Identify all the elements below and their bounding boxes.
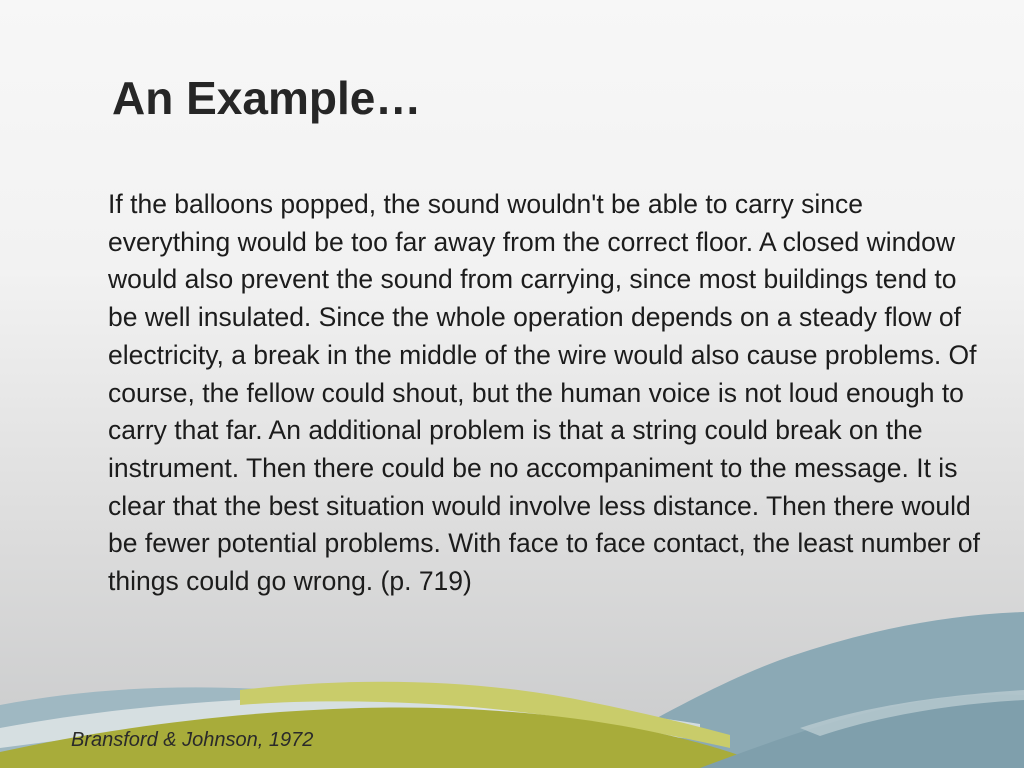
slide-title: An Example…	[112, 72, 422, 124]
citation-text: Bransford & Johnson, 1972	[71, 729, 314, 751]
slide-body-text: If the balloons popped, the sound wouldn't be able to carry since everything would be too far away from the correct floor. A closed window would also prevent the sound from carrying, since most buildings tend to be well insulated. Since the whole operation depends on a steady flow of electricity, a break in the middle of the wire would also cause problems. Of course, the fellow could shout, but the human voice is not loud enough to carry that far. An additional problem is that a string could break on the instrument. Then there could be no accompaniment to the message. It is clear that the best situation would involve less distance. Then there would be fewer potential problems. With face to face contact, the least number of things could go wrong. (p. 719)	[108, 189, 981, 597]
